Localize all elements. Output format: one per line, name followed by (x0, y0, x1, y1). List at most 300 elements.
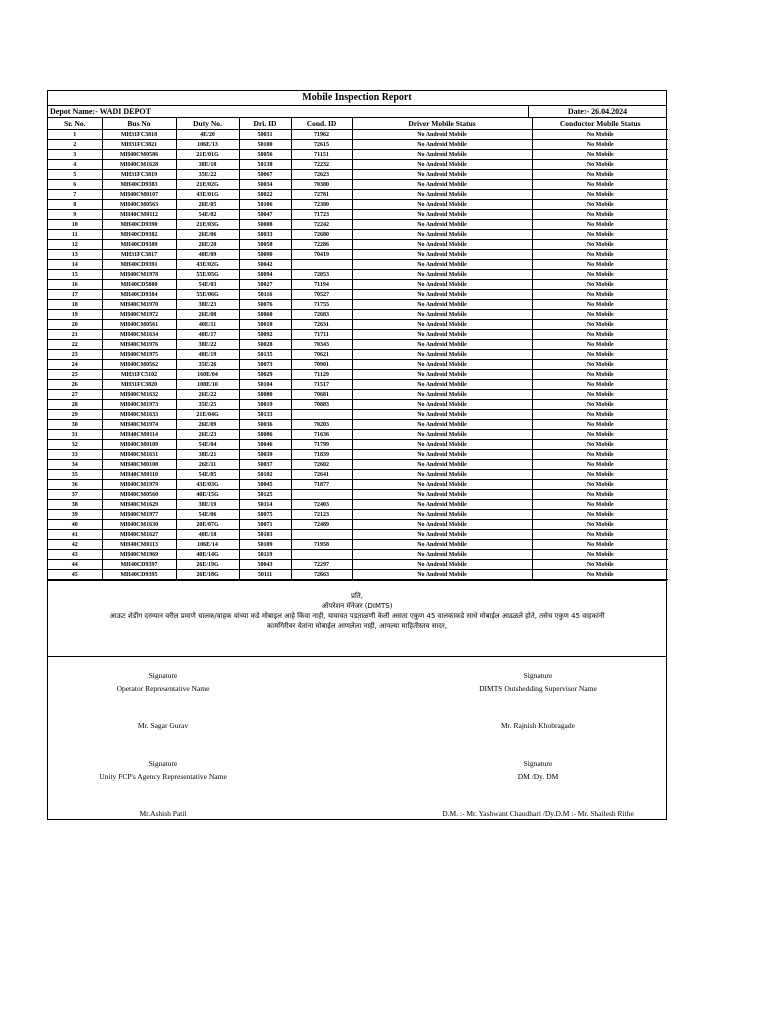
conductor-id-cell: 72641 (291, 470, 352, 480)
driver-id-cell: 50104 (239, 380, 291, 390)
conductor-id-cell: 70883 (291, 400, 352, 410)
duty-no-cell: 40E/11 (176, 320, 239, 330)
driver-id-cell: 50135 (239, 350, 291, 360)
table-header-row (48, 118, 668, 130)
driver-id-cell: 50060 (239, 310, 291, 320)
conductor-mobile-status-cell: No Mobile (532, 130, 668, 140)
duty-no-cell: 54E/04 (176, 440, 239, 450)
conductor-id-cell: 71129 (291, 370, 352, 380)
table-row (48, 200, 668, 210)
duty-no-cell: 40E/19 (176, 350, 239, 360)
bus-no-cell: MH40CM1629 (102, 500, 176, 510)
sr-no-cell: 44 (48, 560, 102, 570)
sr-no-cell: 38 (48, 500, 102, 510)
sr-no-cell: 32 (48, 440, 102, 450)
driver-mobile-status-cell: No Android Mobile (352, 330, 532, 340)
signature-label: Signature (523, 671, 553, 680)
conductor-mobile-status-cell: No Mobile (532, 180, 668, 190)
driver-mobile-status-cell: No Android Mobile (352, 370, 532, 380)
report-title: Mobile Inspection Report (48, 91, 666, 106)
conductor-mobile-status-cell: No Mobile (532, 350, 668, 360)
bus-no-cell: MH40CM0562 (102, 360, 176, 370)
table-row (48, 540, 668, 550)
driver-id-cell: 50086 (239, 430, 291, 440)
bus-no-cell: MH40CM0563 (102, 200, 176, 210)
sr-no-cell: 29 (48, 410, 102, 420)
driver-id-cell: 50022 (239, 190, 291, 200)
driver-mobile-status-cell: No Android Mobile (352, 500, 532, 510)
table-row (48, 310, 668, 320)
sr-no-cell: 33 (48, 450, 102, 460)
sr-no-cell: 41 (48, 530, 102, 540)
driver-mobile-status-cell: No Android Mobile (352, 350, 532, 360)
depot-date-row (48, 106, 666, 118)
duty-no-cell: 55E/06G (176, 290, 239, 300)
table-row (48, 210, 668, 220)
duty-no-cell: 43E/02G (176, 260, 239, 270)
duty-no-cell: 26E/09 (176, 420, 239, 430)
driver-mobile-status-cell: No Android Mobile (352, 440, 532, 450)
table-row (48, 440, 668, 450)
bus-no-cell: MH40CM0110 (102, 470, 176, 480)
conductor-id-cell: 71958 (291, 540, 352, 550)
duty-no-cell: 160E/04 (176, 370, 239, 380)
operator-rep-name: Mr. Sagar Gurav (137, 721, 189, 730)
sr-no-cell: 25 (48, 370, 102, 380)
table-row (48, 400, 668, 410)
driver-mobile-status-cell: No Android Mobile (352, 460, 532, 470)
table-row (48, 350, 668, 360)
driver-mobile-status-cell: No Android Mobile (352, 380, 532, 390)
driver-mobile-status-cell: No Android Mobile (352, 390, 532, 400)
conductor-id-cell: 72123 (291, 510, 352, 520)
signature-label: Signature (148, 759, 178, 768)
conductor-id-cell: 71151 (291, 150, 352, 160)
bus-no-cell: MH40CM1627 (102, 530, 176, 540)
sr-no-cell: 31 (48, 430, 102, 440)
conductor-id-cell: 72489 (291, 520, 352, 530)
conductor-mobile-status-cell: No Mobile (532, 420, 668, 430)
sr-no-cell: 3 (48, 150, 102, 160)
bus-no-cell: MH31FC3818 (102, 130, 176, 140)
conductor-mobile-status-cell: No Mobile (532, 530, 668, 540)
driver-mobile-status-cell: No Android Mobile (352, 230, 532, 240)
driver-id-cell: 50042 (239, 260, 291, 270)
driver-mobile-status-cell: No Android Mobile (352, 340, 532, 350)
driver-id-cell: 50037 (239, 460, 291, 470)
driver-mobile-status-cell: No Android Mobile (352, 240, 532, 250)
conductor-id-cell: 72663 (291, 570, 352, 580)
conductor-id-cell: 72286 (291, 240, 352, 250)
driver-mobile-status-cell: No Android Mobile (352, 410, 532, 420)
table-row (48, 430, 668, 440)
table-row (48, 150, 668, 160)
sr-no-cell: 20 (48, 320, 102, 330)
conductor-mobile-status-cell: No Mobile (532, 500, 668, 510)
col-sr-no: Sr. No. (48, 118, 102, 130)
driver-mobile-status-cell: No Android Mobile (352, 480, 532, 490)
duty-no-cell: 4E/20 (176, 130, 239, 140)
duty-no-cell: 108E/10 (176, 380, 239, 390)
note-body-line2: कामगिरीवर येतांना मोबाईल आणलेला नाही, आपल्या माहितीस्तव सादर, (266, 622, 448, 630)
duty-no-cell: 26E/11 (176, 460, 239, 470)
sr-no-cell: 5 (48, 170, 102, 180)
driver-mobile-status-cell: No Android Mobile (352, 320, 532, 330)
sr-no-cell: 1 (48, 130, 102, 140)
bus-no-cell: MH40CM0109 (102, 440, 176, 450)
table-row (48, 160, 668, 170)
duty-no-cell: 20E/07G (176, 520, 239, 530)
driver-mobile-status-cell: No Android Mobile (352, 400, 532, 410)
bus-no-cell: MH40CM0560 (102, 490, 176, 500)
duty-no-cell: 38E/18 (176, 160, 239, 170)
driver-mobile-status-cell: No Android Mobile (352, 530, 532, 540)
table-row (48, 170, 668, 180)
table-row (48, 130, 668, 140)
conductor-mobile-status-cell: No Mobile (532, 260, 668, 270)
driver-id-cell: 50046 (239, 440, 291, 450)
driver-id-cell: 50090 (239, 250, 291, 260)
conductor-mobile-status-cell: No Mobile (532, 360, 668, 370)
driver-id-cell: 50080 (239, 390, 291, 400)
bus-no-cell: MH40CM0112 (102, 210, 176, 220)
bus-no-cell: MH40CM1976 (102, 340, 176, 350)
conductor-mobile-status-cell: No Mobile (532, 320, 668, 330)
driver-id-cell: 50102 (239, 470, 291, 480)
conductor-mobile-status-cell: No Mobile (532, 330, 668, 340)
conductor-mobile-status-cell: No Mobile (532, 270, 668, 280)
driver-id-cell: 50114 (239, 500, 291, 510)
bus-no-cell: MH40CD9384 (102, 290, 176, 300)
table-row (48, 330, 668, 340)
driver-mobile-status-cell: No Android Mobile (352, 170, 532, 180)
conductor-mobile-status-cell: No Mobile (532, 290, 668, 300)
table-row (48, 270, 668, 280)
conductor-mobile-status-cell: No Mobile (532, 390, 668, 400)
sr-no-cell: 16 (48, 280, 102, 290)
driver-id-cell: 50133 (239, 410, 291, 420)
col-conductor-id: Cond. ID (291, 118, 352, 130)
table-body (48, 130, 668, 580)
bus-no-cell: MH40CM1628 (102, 160, 176, 170)
sr-no-cell: 43 (48, 550, 102, 560)
conductor-mobile-status-cell: No Mobile (532, 220, 668, 230)
sr-no-cell: 9 (48, 210, 102, 220)
duty-no-cell: 43E/03G (176, 480, 239, 490)
duty-no-cell: 26E/18G (176, 570, 239, 580)
dm-names: D.M. :- Mr. Yashwant Chaudhari /Dy.D.M :- Mr. Shailesh Rithe (442, 809, 634, 818)
driver-mobile-status-cell: No Android Mobile (352, 260, 532, 270)
dimts-supervisor-role: DIMTS Outshedding Supervisor Name (479, 684, 597, 693)
conductor-id-cell (291, 530, 352, 540)
note-body-line1: आऊट शेडींग दरम्यान वरील प्रमाणे चालक/वाहक यांच्या कडे मोबाइल आहे किंवा नाही, यावावत पडताळणी केली असता एकुण 45 वालकाकडे साधे मोबाईल आढळले होते, तसेच एकुण 45 वाहकांनी (109, 612, 605, 620)
duty-no-cell: 38E/23 (176, 300, 239, 310)
sr-no-cell: 37 (48, 490, 102, 500)
table-row (48, 360, 668, 370)
table-row (48, 550, 668, 560)
duty-no-cell: 26E/06 (176, 230, 239, 240)
conductor-mobile-status-cell: No Mobile (532, 150, 668, 160)
bus-no-cell: MH31FC3820 (102, 380, 176, 390)
table-row (48, 520, 668, 530)
conductor-id-cell: 72380 (291, 200, 352, 210)
sr-no-cell: 35 (48, 470, 102, 480)
driver-id-cell: 50033 (239, 230, 291, 240)
duty-no-cell: 21E/01G (176, 150, 239, 160)
sr-no-cell: 45 (48, 570, 102, 580)
conductor-id-cell: 72242 (291, 220, 352, 230)
bus-no-cell: MH40CM1633 (102, 410, 176, 420)
conductor-mobile-status-cell: No Mobile (532, 490, 668, 500)
sr-no-cell: 27 (48, 390, 102, 400)
driver-mobile-status-cell: No Android Mobile (352, 220, 532, 230)
col-duty-no: Duty No. (176, 118, 239, 130)
depot-name: Depot Name:- WADI DEPOT (50, 107, 151, 116)
conductor-mobile-status-cell: No Mobile (532, 470, 668, 480)
driver-mobile-status-cell: No Android Mobile (352, 150, 532, 160)
driver-id-cell: 50138 (239, 160, 291, 170)
conductor-id-cell: 72683 (291, 310, 352, 320)
driver-mobile-status-cell: No Android Mobile (352, 450, 532, 460)
driver-id-cell: 50111 (239, 570, 291, 580)
duty-no-cell: 55E/05G (176, 270, 239, 280)
bus-no-cell: MH40CM0113 (102, 540, 176, 550)
conductor-id-cell: 72053 (291, 270, 352, 280)
bus-no-cell: MH40CM1977 (102, 510, 176, 520)
table-row (48, 490, 668, 500)
driver-id-cell: 50094 (239, 270, 291, 280)
driver-id-cell: 50039 (239, 450, 291, 460)
conductor-mobile-status-cell: No Mobile (532, 380, 668, 390)
table-row (48, 470, 668, 480)
driver-id-cell: 50029 (239, 370, 291, 380)
duty-no-cell: 35E/26 (176, 360, 239, 370)
conductor-id-cell (291, 410, 352, 420)
duty-no-cell: 35E/22 (176, 170, 239, 180)
driver-id-cell: 50036 (239, 420, 291, 430)
conductor-id-cell: 71839 (291, 450, 352, 460)
driver-mobile-status-cell: No Android Mobile (352, 310, 532, 320)
bus-no-cell: MH40CD9390 (102, 220, 176, 230)
conductor-id-cell: 71799 (291, 440, 352, 450)
driver-mobile-status-cell: No Android Mobile (352, 420, 532, 430)
conductor-id-cell: 70419 (291, 250, 352, 260)
bus-no-cell: MH31FC3819 (102, 170, 176, 180)
driver-id-cell: 50116 (239, 290, 291, 300)
driver-id-cell: 50073 (239, 360, 291, 370)
driver-id-cell: 50008 (239, 220, 291, 230)
sr-no-cell: 19 (48, 310, 102, 320)
dimts-supervisor-name: Mr. Rajnish Khobragade (501, 721, 575, 730)
bus-no-cell: MH40CM1972 (102, 310, 176, 320)
duty-no-cell: 26E/20 (176, 240, 239, 250)
driver-mobile-status-cell: No Android Mobile (352, 470, 532, 480)
table-row (48, 380, 668, 390)
bus-no-cell: MH40CM0107 (102, 190, 176, 200)
conductor-mobile-status-cell: No Mobile (532, 160, 668, 170)
driver-id-cell: 50067 (239, 170, 291, 180)
sr-no-cell: 23 (48, 350, 102, 360)
driver-mobile-status-cell: No Android Mobile (352, 490, 532, 500)
table-row (48, 410, 668, 420)
conductor-id-cell: 72631 (291, 320, 352, 330)
conductor-id-cell: 72680 (291, 230, 352, 240)
inspection-report (47, 90, 667, 820)
sr-no-cell: 36 (48, 480, 102, 490)
table-row (48, 260, 668, 270)
conductor-mobile-status-cell: No Mobile (532, 240, 668, 250)
duty-no-cell: 106E/14 (176, 540, 239, 550)
bus-no-cell: MH40CM1975 (102, 350, 176, 360)
duty-no-cell: 40E/14G (176, 550, 239, 560)
driver-mobile-status-cell: No Android Mobile (352, 210, 532, 220)
sr-no-cell: 18 (48, 300, 102, 310)
duty-no-cell: 106E/13 (176, 140, 239, 150)
conductor-mobile-status-cell: No Mobile (532, 450, 668, 460)
conductor-id-cell: 70621 (291, 350, 352, 360)
table-row (48, 560, 668, 570)
signature-section (48, 656, 666, 819)
operator-rep-role: Operator Representative Name (116, 684, 210, 693)
agency-rep-name: Mr.Ashish Patil (139, 809, 187, 818)
driver-id-cell: 50031 (239, 130, 291, 140)
driver-mobile-status-cell: No Android Mobile (352, 270, 532, 280)
dm-role: DM /Dy. DM (517, 772, 559, 781)
conductor-id-cell: 70203 (291, 420, 352, 430)
table-row (48, 230, 668, 240)
bus-no-cell: MH40CM1973 (102, 400, 176, 410)
table-row (48, 570, 668, 580)
duty-no-cell: 54E/05 (176, 470, 239, 480)
sr-no-cell: 11 (48, 230, 102, 240)
driver-mobile-status-cell: No Android Mobile (352, 160, 532, 170)
sr-no-cell: 10 (48, 220, 102, 230)
driver-mobile-status-cell: No Android Mobile (352, 250, 532, 260)
sr-no-cell: 17 (48, 290, 102, 300)
driver-id-cell: 50125 (239, 490, 291, 500)
driver-mobile-status-cell: No Android Mobile (352, 560, 532, 570)
report-date: Date:- 26.04.2024 (528, 106, 666, 117)
agency-rep-role: Unity FCP's Agency Representative Name (99, 772, 227, 781)
bus-no-cell: MH40CD5880 (102, 280, 176, 290)
table-row (48, 320, 668, 330)
conductor-mobile-status-cell: No Mobile (532, 400, 668, 410)
driver-id-cell: 50027 (239, 280, 291, 290)
driver-mobile-status-cell: No Android Mobile (352, 190, 532, 200)
conductor-mobile-status-cell: No Mobile (532, 200, 668, 210)
sr-no-cell: 34 (48, 460, 102, 470)
driver-mobile-status-cell: No Android Mobile (352, 290, 532, 300)
conductor-id-cell (291, 490, 352, 500)
duty-no-cell: 40E/18 (176, 530, 239, 540)
driver-id-cell: 50076 (239, 300, 291, 310)
bus-no-cell: MH40CD9383 (102, 180, 176, 190)
bus-no-cell: MH31FC3817 (102, 250, 176, 260)
sr-no-cell: 21 (48, 330, 102, 340)
driver-mobile-status-cell: No Android Mobile (352, 360, 532, 370)
driver-mobile-status-cell: No Android Mobile (352, 200, 532, 210)
conductor-id-cell: 72232 (291, 160, 352, 170)
duty-no-cell: 38E/21 (176, 450, 239, 460)
remarks-note (48, 580, 666, 656)
conductor-id-cell: 70343 (291, 340, 352, 350)
duty-no-cell: 26E/19G (176, 560, 239, 570)
conductor-id-cell: 72403 (291, 500, 352, 510)
conductor-id-cell: 72623 (291, 170, 352, 180)
table-row (48, 290, 668, 300)
sr-no-cell: 39 (48, 510, 102, 520)
conductor-mobile-status-cell: No Mobile (532, 210, 668, 220)
driver-mobile-status-cell: No Android Mobile (352, 130, 532, 140)
conductor-id-cell: 71723 (291, 210, 352, 220)
driver-mobile-status-cell: No Android Mobile (352, 550, 532, 560)
table-row (48, 340, 668, 350)
duty-no-cell: 38E/22 (176, 340, 239, 350)
table-row (48, 240, 668, 250)
bus-no-cell: MH31FC3821 (102, 140, 176, 150)
duty-no-cell: 21E/04G (176, 410, 239, 420)
driver-id-cell: 50109 (239, 540, 291, 550)
duty-no-cell: 40E/09 (176, 250, 239, 260)
table-row (48, 530, 668, 540)
table-row (48, 510, 668, 520)
driver-mobile-status-cell: No Android Mobile (352, 180, 532, 190)
sr-no-cell: 13 (48, 250, 102, 260)
driver-mobile-status-cell: No Android Mobile (352, 140, 532, 150)
conductor-id-cell: 72297 (291, 560, 352, 570)
col-driver-mobile-status: Driver Mobile Status (352, 118, 532, 130)
bus-no-cell: MH40CD9397 (102, 560, 176, 570)
conductor-id-cell: 72602 (291, 460, 352, 470)
conductor-id-cell: 71194 (291, 280, 352, 290)
conductor-id-cell: 70527 (291, 290, 352, 300)
conductor-mobile-status-cell: No Mobile (532, 190, 668, 200)
table-row (48, 370, 668, 380)
conductor-id-cell: 72781 (291, 190, 352, 200)
bus-no-cell: MH40CM1632 (102, 390, 176, 400)
sr-no-cell: 6 (48, 180, 102, 190)
duty-no-cell: 26E/05 (176, 200, 239, 210)
bus-no-cell: MH40CM1631 (102, 450, 176, 460)
conductor-mobile-status-cell: No Mobile (532, 480, 668, 490)
bus-no-cell: MH40CM1630 (102, 520, 176, 530)
sr-no-cell: 22 (48, 340, 102, 350)
inspection-table (48, 118, 668, 580)
bus-no-cell: MH40CD9382 (102, 230, 176, 240)
table-row (48, 140, 668, 150)
conductor-mobile-status-cell: No Mobile (532, 440, 668, 450)
driver-mobile-status-cell: No Android Mobile (352, 510, 532, 520)
bus-no-cell: MH40CM0114 (102, 430, 176, 440)
driver-id-cell: 50100 (239, 140, 291, 150)
driver-mobile-status-cell: No Android Mobile (352, 280, 532, 290)
conductor-id-cell: 71711 (291, 330, 352, 340)
conductor-mobile-status-cell: No Mobile (532, 410, 668, 420)
sr-no-cell: 14 (48, 260, 102, 270)
conductor-id-cell: 72615 (291, 140, 352, 150)
conductor-id-cell: 71517 (291, 380, 352, 390)
driver-id-cell: 50056 (239, 150, 291, 160)
conductor-mobile-status-cell: No Mobile (532, 510, 668, 520)
bus-no-cell: MH40CM0108 (102, 460, 176, 470)
conductor-mobile-status-cell: No Mobile (532, 460, 668, 470)
table-row (48, 250, 668, 260)
bus-no-cell: MH40CM1974 (102, 420, 176, 430)
driver-mobile-status-cell: No Android Mobile (352, 570, 532, 580)
bus-no-cell: MH40CM1634 (102, 330, 176, 340)
duty-no-cell: 21E/03G (176, 220, 239, 230)
col-conductor-mobile-status: Conductor Mobile Status (532, 118, 668, 130)
